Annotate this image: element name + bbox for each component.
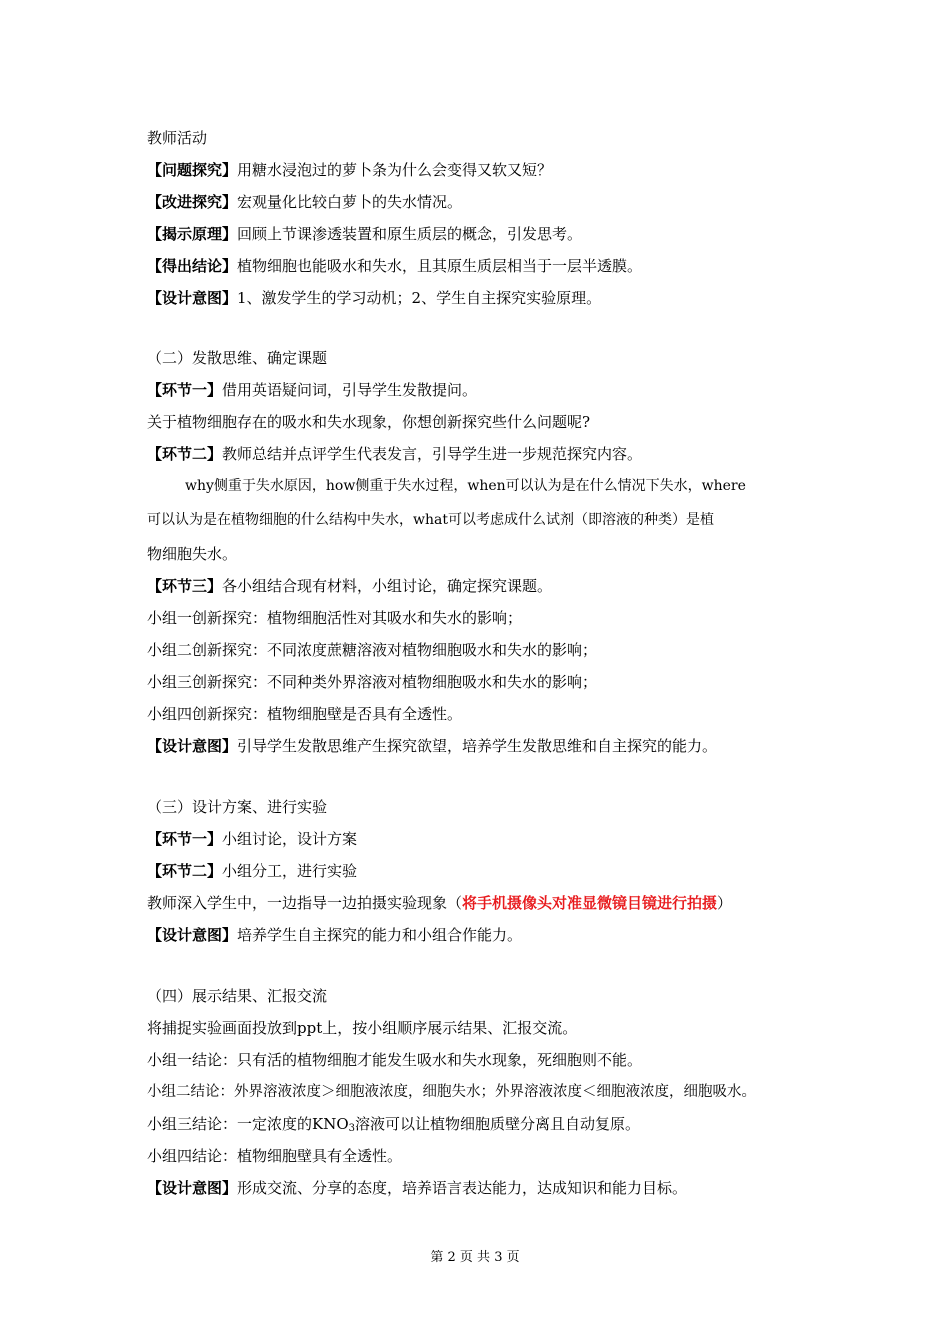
paragraph <box>147 191 462 213</box>
paragraph: 物细胞失水。 <box>147 545 238 563</box>
paragraph-text: 形成交流、分享的态度，培养语言表达能力，达成知识和能力目标。 <box>237 1179 688 1197</box>
list-item: 小组一结论：只有活的植物细胞才能发生吸水和失水现象，死细胞则不能。 <box>147 1051 643 1069</box>
paragraph-text: ） <box>717 894 733 912</box>
section-title: （二）发散思维、确定课题 <box>147 349 328 367</box>
paragraph-text: 小组讨论，设计方案 <box>222 830 358 848</box>
heading-tag: 【环节三】 <box>147 577 223 595</box>
paragraph <box>147 159 552 181</box>
heading-tag: 【环节一】 <box>147 830 223 848</box>
paragraph-text: 小组分工，进行实验 <box>222 862 358 880</box>
list-item <box>147 1113 640 1140</box>
paragraph-text: 小组三结论：一定浓度的KNO <box>147 1115 349 1133</box>
paragraph <box>147 443 642 465</box>
paragraph: 将捕捉实验画面投放到ppt上，按小组顺序展示结果、汇报交流。 <box>147 1019 578 1037</box>
paragraph <box>147 255 642 277</box>
paragraph-text: 培养学生自主探究的能力和小组合作能力。 <box>237 926 523 944</box>
paragraph <box>147 575 552 597</box>
paragraph-text: 宏观量化比较白萝卜的失水情况。 <box>237 193 463 211</box>
paragraph <box>147 860 357 882</box>
paragraph <box>147 379 477 401</box>
heading-tag: 【问题探究】 <box>147 161 238 179</box>
paragraph <box>147 223 582 245</box>
heading-tag: 【揭示原理】 <box>147 225 238 243</box>
heading-tag: 【设计意图】 <box>147 926 238 944</box>
heading-tag: 【得出结论】 <box>147 257 238 275</box>
paragraph: why侧重于失水原因，how侧重于失水过程，when可以认为是在什么情况下失水，where <box>185 478 746 494</box>
paragraph-text: 教师总结并点评学生代表发言，引导学生进一步规范探究内容。 <box>222 445 643 463</box>
paragraph-text: 用糖水浸泡过的萝卜条为什么会变得又软又短？ <box>237 161 553 179</box>
section-title: 教师活动 <box>147 129 208 147</box>
section-title: （四）展示结果、汇报交流 <box>147 987 328 1005</box>
paragraph-text: 借用英语疑问词，引导学生发散提问。 <box>222 381 478 399</box>
list-item: 小组二创新探究：不同浓度蔗糖溶液对植物细胞吸水和失水的影响； <box>147 641 598 659</box>
paragraph <box>147 287 601 309</box>
paragraph: 可以认为是在植物细胞的什么结构中失水，what可以考虑成什么试剂（即溶液的种类）是植 <box>147 512 714 528</box>
heading-tag: 【设计意图】 <box>147 737 238 755</box>
heading-tag: 【改进探究】 <box>147 193 238 211</box>
paragraph <box>147 828 357 850</box>
heading-tag: 【设计意图】 <box>147 1179 238 1197</box>
paragraph-text: 1、激发学生的学习动机；2、学生自主探究实验原理。 <box>237 289 602 307</box>
paragraph <box>147 924 522 946</box>
list-item: 小组四结论：植物细胞壁具有全透性。 <box>147 1147 403 1165</box>
heading-tag: 【环节二】 <box>147 445 223 463</box>
paragraph-text: 植物细胞也能吸水和失水，且其原生质层相当于一层半透膜。 <box>237 257 643 275</box>
paragraph: 关于植物细胞存在的吸水和失水现象，你想创新探究些什么问题呢? <box>147 413 591 431</box>
subscript: 3 <box>348 1123 356 1134</box>
paragraph-text: 教师深入学生中，一边指导一边拍摄实验现象（ <box>147 894 463 912</box>
paragraph-text: 回顾上节课渗透装置和原生质层的概念，引发思考。 <box>237 225 583 243</box>
list-item: 小组一创新探究：植物细胞活性对其吸水和失水的影响； <box>147 609 523 627</box>
list-item: 小组二结论：外界溶液浓度＞细胞液浓度，细胞失水；外界溶液浓度＜细胞液浓度，细胞吸水。 <box>147 1084 756 1100</box>
paragraph-text: 引导学生发散思维产生探究欲望，培养学生发散思维和自主探究的能力。 <box>237 737 718 755</box>
heading-tag: 【设计意图】 <box>147 289 238 307</box>
list-item: 小组四创新探究：植物细胞壁是否具有全透性。 <box>147 705 463 723</box>
heading-tag: 【环节一】 <box>147 381 223 399</box>
paragraph-text: 溶液可以让植物细胞质壁分离且自动复原。 <box>355 1115 641 1133</box>
paragraph <box>147 892 732 914</box>
list-item: 小组三创新探究：不同种类外界溶液对植物细胞吸水和失水的影响； <box>147 673 598 691</box>
paragraph <box>147 735 717 757</box>
page-footer: 第 2 页 共 3 页 <box>430 1250 520 1265</box>
paragraph <box>147 1177 687 1199</box>
paragraph-text: 各小组结合现有材料，小组讨论，确定探究课题。 <box>222 577 553 595</box>
section-title: （三）设计方案、进行实验 <box>147 798 328 816</box>
highlight-text: 将手机摄像头对准显微镜目镜进行拍摄 <box>462 894 718 912</box>
heading-tag: 【环节二】 <box>147 862 223 880</box>
